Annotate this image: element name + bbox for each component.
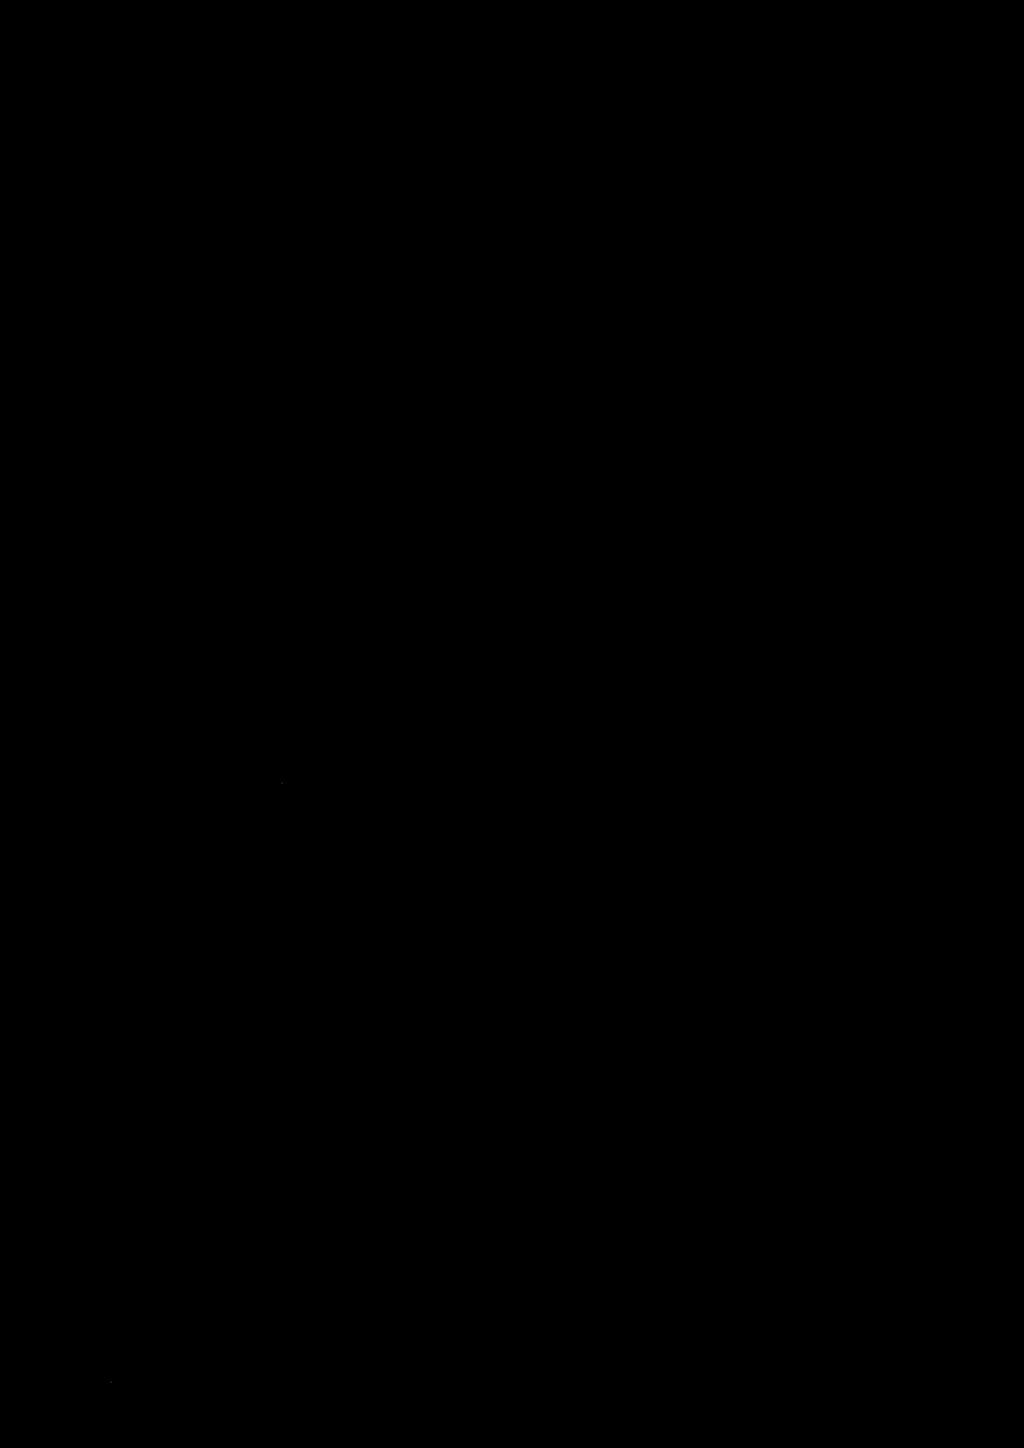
scan-speck (110, 1381, 112, 1383)
paragraph-financing: Finansieringen görs inom befintlig budget. (244, 362, 569, 384)
page-number: 2 (2) (894, 94, 925, 111)
paragraph-barnkonventionen: Ärendet berör inte direkt barn i enlighet med FN:s konvention om barnets rättigheter. Indirekt kan förstärkningen leda till att barn gynnas genom minskad ohälsa och stress inom förvaltningen samt att förvaltningens tillsynsverksamhet effektiviseras. (243, 519, 908, 592)
paragraph-net-cost-addition: Till nettokostnaden måste en kostnad på grund av att tillsynsverksamheten minskar adderas. Kostnaden beror på att intäkterna i form av tillsynsavgifter minskar. Denna extra kostnad är dock svår att ge en prognos för. Orsaken till svårigheten är att den förstärkta ledningsstrukturen resulterar i att intäkter genom tillsynsavgift per anställd ökar. (244, 235, 890, 354)
cost-section (244, 131, 904, 470)
paragraph-evaluation: Den nya ledningsstrukturen utvärderas senast september 2018. Det bör då fastställas hur stora nyttor förstärkningen resulterat i. Även minskningen av resurser för tillsynsverksamheten bör utvärderas vid samma tidpunkt. (244, 392, 885, 462)
section-heading-barnkonventionen: Barnkonventionen (243, 494, 398, 515)
signature-title: Miljö- och hälsoskyddschef (243, 742, 419, 759)
barnkonventionen-section (243, 492, 908, 594)
paragraph-cost-details: grundlön, chefstillägg, lönekostnadspåslag och övriga kostnader förknippade med anställning. Från detta belopp ska dras den kostnad som de inspektörer som blir de nya cheferna redan utgör. Nettokostnaden är därför ungefär 500.000 kr per år och består främst av högre lön. (244, 132, 872, 227)
scan-speck (281, 782, 283, 784)
